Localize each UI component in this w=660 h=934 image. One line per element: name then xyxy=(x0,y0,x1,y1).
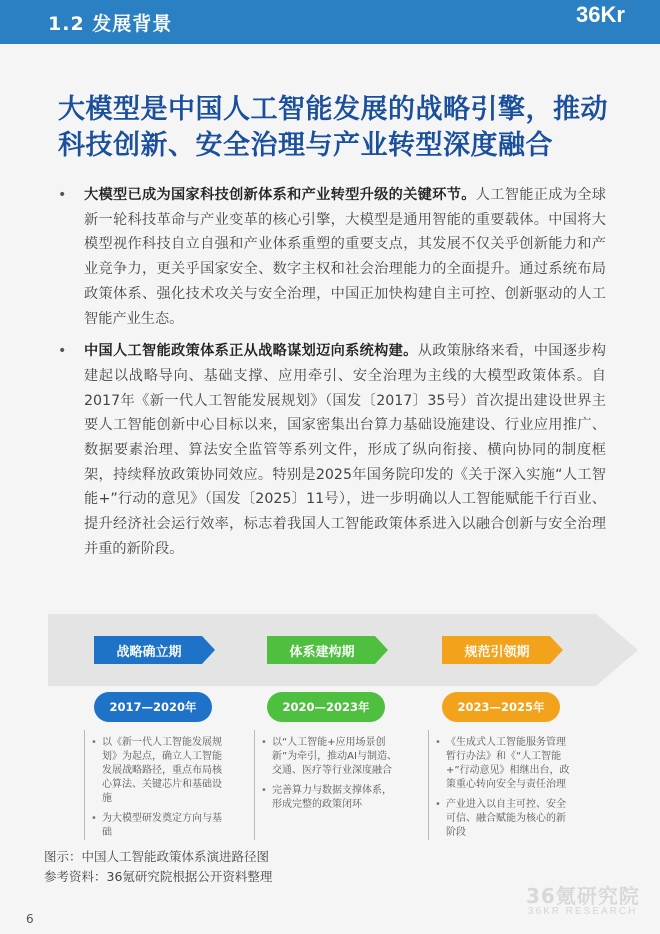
bullet-text: 人工智能正成为全球新一轮科技革命与产业变革的核心引擎，大模型是通用智能的重要载体。中国将大模型视作科技自立自强和产业体系重塑的重要支点，其发展不仅关乎创新能力和产业竞争力，更关乎国家安全、数字主权和社会治理能力的全面提升。通过系统布局政策体系、强化技术攻关与安全治理，中国正加快构建自主可控、创新驱动的人工智能产业生态。 xyxy=(84,187,606,327)
figure-caption xyxy=(44,847,272,887)
phase-detail: • 以《新一代人工智能发展规划》为起点，确立人工智能发展战略路径，重点布局核心算法、关键芯片和基础设施 xyxy=(90,736,230,806)
phase-years-2: 2020—2023年 xyxy=(267,692,385,722)
phase-details-1 xyxy=(90,736,230,846)
divider-line xyxy=(84,730,85,840)
figure-source: 参考资料：36氪研究院根据公开资料整理 xyxy=(44,869,273,884)
bullet-dot: • xyxy=(58,187,67,203)
bullet-lead: 中国人工智能政策体系正从战略谋划迈向系统构建。 xyxy=(84,343,418,360)
watermark-sub: 36KR RESEARCH xyxy=(528,906,638,917)
phase-details-2 xyxy=(260,736,400,818)
policy-timeline xyxy=(48,600,638,850)
bullet-lead: 大模型已成为国家科技创新体系和产业转型升级的关键环节。 xyxy=(84,187,476,203)
logo xyxy=(572,0,660,44)
phase-tag-2: 体系建构期 xyxy=(289,644,355,660)
figure-title: 图示：中国人工智能政策体系演进路径图 xyxy=(44,849,270,864)
watermark: 36氪研究院 xyxy=(526,884,640,908)
phase-detail: • 产业进入以自主可控、安全可信、融合赋能为核心的新阶段 xyxy=(434,798,574,840)
phase-detail: • 以“人工智能+应用场景创新”为牵引，推动AI与制造、交通、医疗等行业深度融合 xyxy=(260,736,400,778)
divider-line xyxy=(428,730,429,840)
bullet-dot: • xyxy=(58,343,67,360)
phase-details-3 xyxy=(434,736,574,846)
bullet-text: 从政策脉络来看，中国逐步构建起以战略导向、基础支撑、应用牵引、安全治理为主线的大模型政策体系。自2017年《新一代人工智能发展规划》（国发〔2017〕35号）首次提出建设世界主要人工智能创新中心目标以来，国家密集出台算力基础设施建设、行业应用推广、数据要素治理、算法安全监管等系列文件，形成了纵向衔接、横向协同的制度框架，持续释放政策协同效应。特别是2025年国务院印发的《关于深入实施“人工智能+”行动的意见》（国发〔2025〕11号），进一步明确以人工智能赋能千行百业、提升经济社会运行效率，标志着我国人工智能政策体系进入以融合创新与安全治理并重的新阶段。 xyxy=(84,343,606,557)
section-title: 1.2 发展背景 xyxy=(48,13,173,35)
phase-years-3: 2023—2025年 xyxy=(442,692,560,722)
section-header xyxy=(0,0,660,44)
phase-detail: • 《生成式人工智能服务管理暂行办法》和《“人工智能+”行动意见》相继出台，政策重心转向安全与责任治理 xyxy=(434,736,574,792)
phase-tag-3: 规范引领期 xyxy=(464,644,530,660)
bullet-item xyxy=(58,183,606,331)
bullet-list xyxy=(58,183,606,570)
phase-tag-1: 战略确立期 xyxy=(116,644,182,660)
phase-years-1: 2017—2020年 xyxy=(94,692,212,722)
page-number: 6 xyxy=(26,912,34,926)
phase-detail: • 为大模型研发奠定方向与基础 xyxy=(90,812,230,840)
page-title: 大模型是中国人工智能发展的战略引擎，推动科技创新、安全治理与产业转型深度融合 xyxy=(58,94,608,161)
logo-text: 36Kr xyxy=(576,2,625,27)
bullet-item xyxy=(58,339,606,561)
divider-line xyxy=(254,730,255,840)
phase-detail: • 完善算力与数据支撑体系，形成完整的政策闭环 xyxy=(260,784,400,812)
